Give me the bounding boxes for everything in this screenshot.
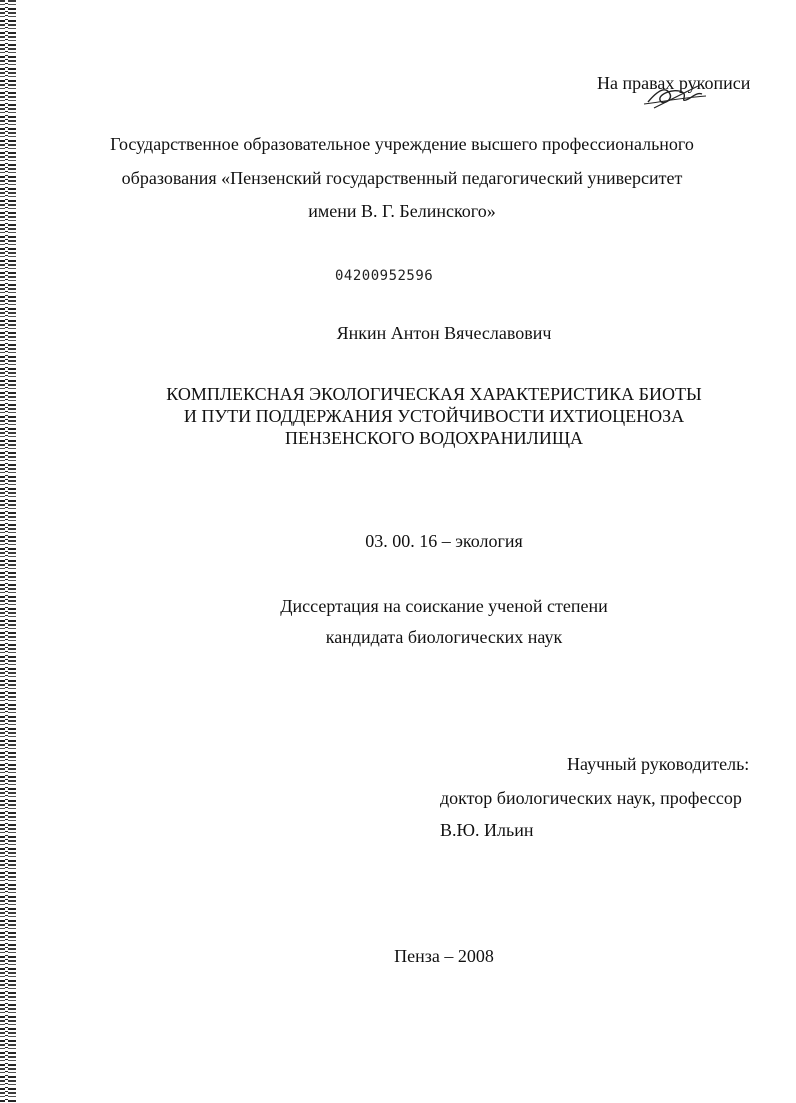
author-name: Янкин Антон Вячеславович — [336, 323, 552, 343]
thesis-title-line-3: ПЕНЗЕНСКОГО ВОДОХРАНИЛИЩА — [284, 428, 584, 448]
supervisor-label: Научный руководитель: — [567, 754, 750, 774]
institution-line-1: Государственное образовательное учреждение высшего профессионального — [110, 134, 694, 154]
supervisor-title: доктор биологических наук, профессор — [440, 788, 742, 808]
specialty-code: 03. 00. 16 – экология — [365, 531, 523, 551]
institution-line-2: образования «Пензенский государственный педагогический университет — [121, 168, 683, 188]
place-year: Пенза – 2008 — [394, 946, 494, 966]
degree-line-2: кандидата биологических наук — [325, 627, 563, 647]
binding-strip — [0, 0, 16, 1103]
degree-line-1: Диссертация на соискание ученой степени — [280, 596, 608, 616]
thesis-title-line-1: КОМПЛЕКСНАЯ ЭКОЛОГИЧЕСКАЯ ХАРАКТЕРИСТИКА БИОТЫ — [166, 384, 702, 404]
supervisor-name: В.Ю. Ильин — [440, 820, 534, 840]
registration-number: 04200952596 — [335, 268, 434, 284]
thesis-title-line-2: И ПУТИ ПОДДЕРЖАНИЯ УСТОЙЧИВОСТИ ИХТИОЦЕНОЗА — [183, 406, 685, 426]
institution-line-3: имени В. Г. Белинского» — [308, 201, 496, 221]
handwritten-signature — [640, 80, 710, 114]
manuscript-rights-label: На правах рукописи — [597, 73, 751, 93]
